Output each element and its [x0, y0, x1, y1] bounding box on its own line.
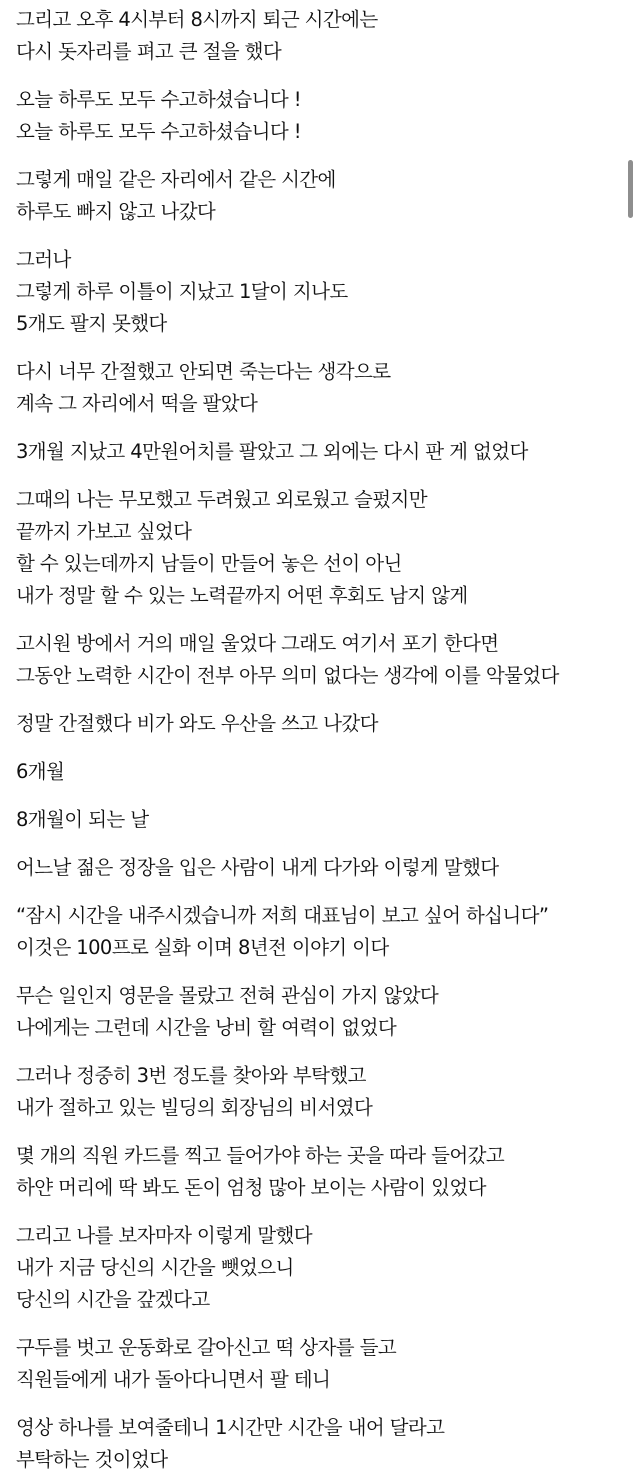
text-line: 8개월이 되는 날 [16, 808, 149, 831]
text-line: 그러나 [16, 248, 71, 271]
text-line: 정말 간절했다 비가 와도 우산을 쓰고 나갔다 [16, 712, 378, 735]
text-line: 끝까지 가보고 싶었다 [16, 520, 192, 543]
text-line: 그러나 정중히 3번 정도를 찾아와 부탁했고 [16, 1064, 366, 1087]
text-line: 당신의 시간을 갚겠다고 [16, 1288, 210, 1311]
text-line: 오늘 하루도 모두 수고하셨습니다 ! [16, 88, 301, 111]
text-line: “잠시 시간을 내주시겠습니까 저희 대표님이 보고 싶어 하십니다” [16, 904, 549, 927]
text-line: 계속 그 자리에서 떡을 팔았다 [16, 392, 258, 415]
text-line: 오늘 하루도 모두 수고하셨습니다 ! [16, 120, 301, 143]
text-line: 그리고 오후 4시부터 8시까지 퇴근 시간에는 [16, 8, 378, 31]
text-line: 내가 지금 당신의 시간을 뺏었으니 [16, 1256, 294, 1279]
scrollbar-thumb[interactable] [628, 160, 633, 218]
text-line: 하얀 머리에 딱 봐도 돈이 엄청 많아 보이는 사람이 있었다 [16, 1176, 486, 1199]
text-line: 어느날 젊은 정장을 입은 사람이 내게 다가와 이렇게 말했다 [16, 856, 499, 879]
text-line: 직원들에게 내가 돌아다니면서 팔 테니 [16, 1368, 331, 1391]
text-line: 다시 너무 간절했고 안되면 죽는다는 생각으로 [16, 360, 391, 383]
text-line: 내가 절하고 있는 빌딩의 회장님의 비서였다 [16, 1096, 373, 1119]
text-line: 하루도 빠지 않고 나갔다 [16, 200, 216, 223]
text-line: 할 수 있는데까지 남들이 만들어 놓은 선이 아닌 [16, 552, 402, 575]
text-line: 나에게는 그런데 시간을 낭비 할 여력이 없었다 [16, 1016, 397, 1039]
text-line: 구두를 벗고 운동화로 갈아신고 떡 상자를 들고 [16, 1336, 397, 1359]
text-line: 그렇게 하루 이틀이 지났고 1달이 지나도 [16, 280, 348, 303]
text-line: 내가 정말 할 수 있는 노력끝까지 어떤 후회도 남지 않게 [16, 584, 468, 607]
text-line: 다시 돗자리를 펴고 큰 절을 했다 [16, 40, 282, 63]
text-line: 6개월 [16, 760, 65, 783]
text-line: 몇 개의 직원 카드를 찍고 들어가야 하는 곳을 따라 들어갔고 [16, 1144, 505, 1167]
text-line: 5개도 팔지 못했다 [16, 312, 167, 335]
text-line: 이것은 100프로 실화 이며 8년전 이야기 이다 [16, 936, 389, 959]
text-line: 무슨 일인지 영문을 몰랐고 전혀 관심이 가지 않았다 [16, 984, 439, 1007]
text-line: 그때의 나는 무모했고 두려웠고 외로웠고 슬펐지만 [16, 488, 427, 511]
text-line: 그리고 나를 보자마자 이렇게 말했다 [16, 1224, 312, 1247]
text-line: 그동안 노력한 시간이 전부 아무 의미 없다는 생각에 이를 악물었다 [16, 664, 559, 687]
text-line: 영상 하나를 보여줄테니 1시간만 시간을 내어 달라고 [16, 1416, 445, 1439]
text-line: 그렇게 매일 같은 자리에서 같은 시간에 [16, 168, 336, 191]
text-line: 3개월 지났고 4만원어치를 팔았고 그 외에는 다시 판 게 없었다 [16, 440, 528, 463]
text-line: 고시원 방에서 거의 매일 울었다 그래도 여기서 포기 한다면 [16, 632, 499, 655]
text-line: 부탁하는 것이었다 [16, 1448, 168, 1471]
